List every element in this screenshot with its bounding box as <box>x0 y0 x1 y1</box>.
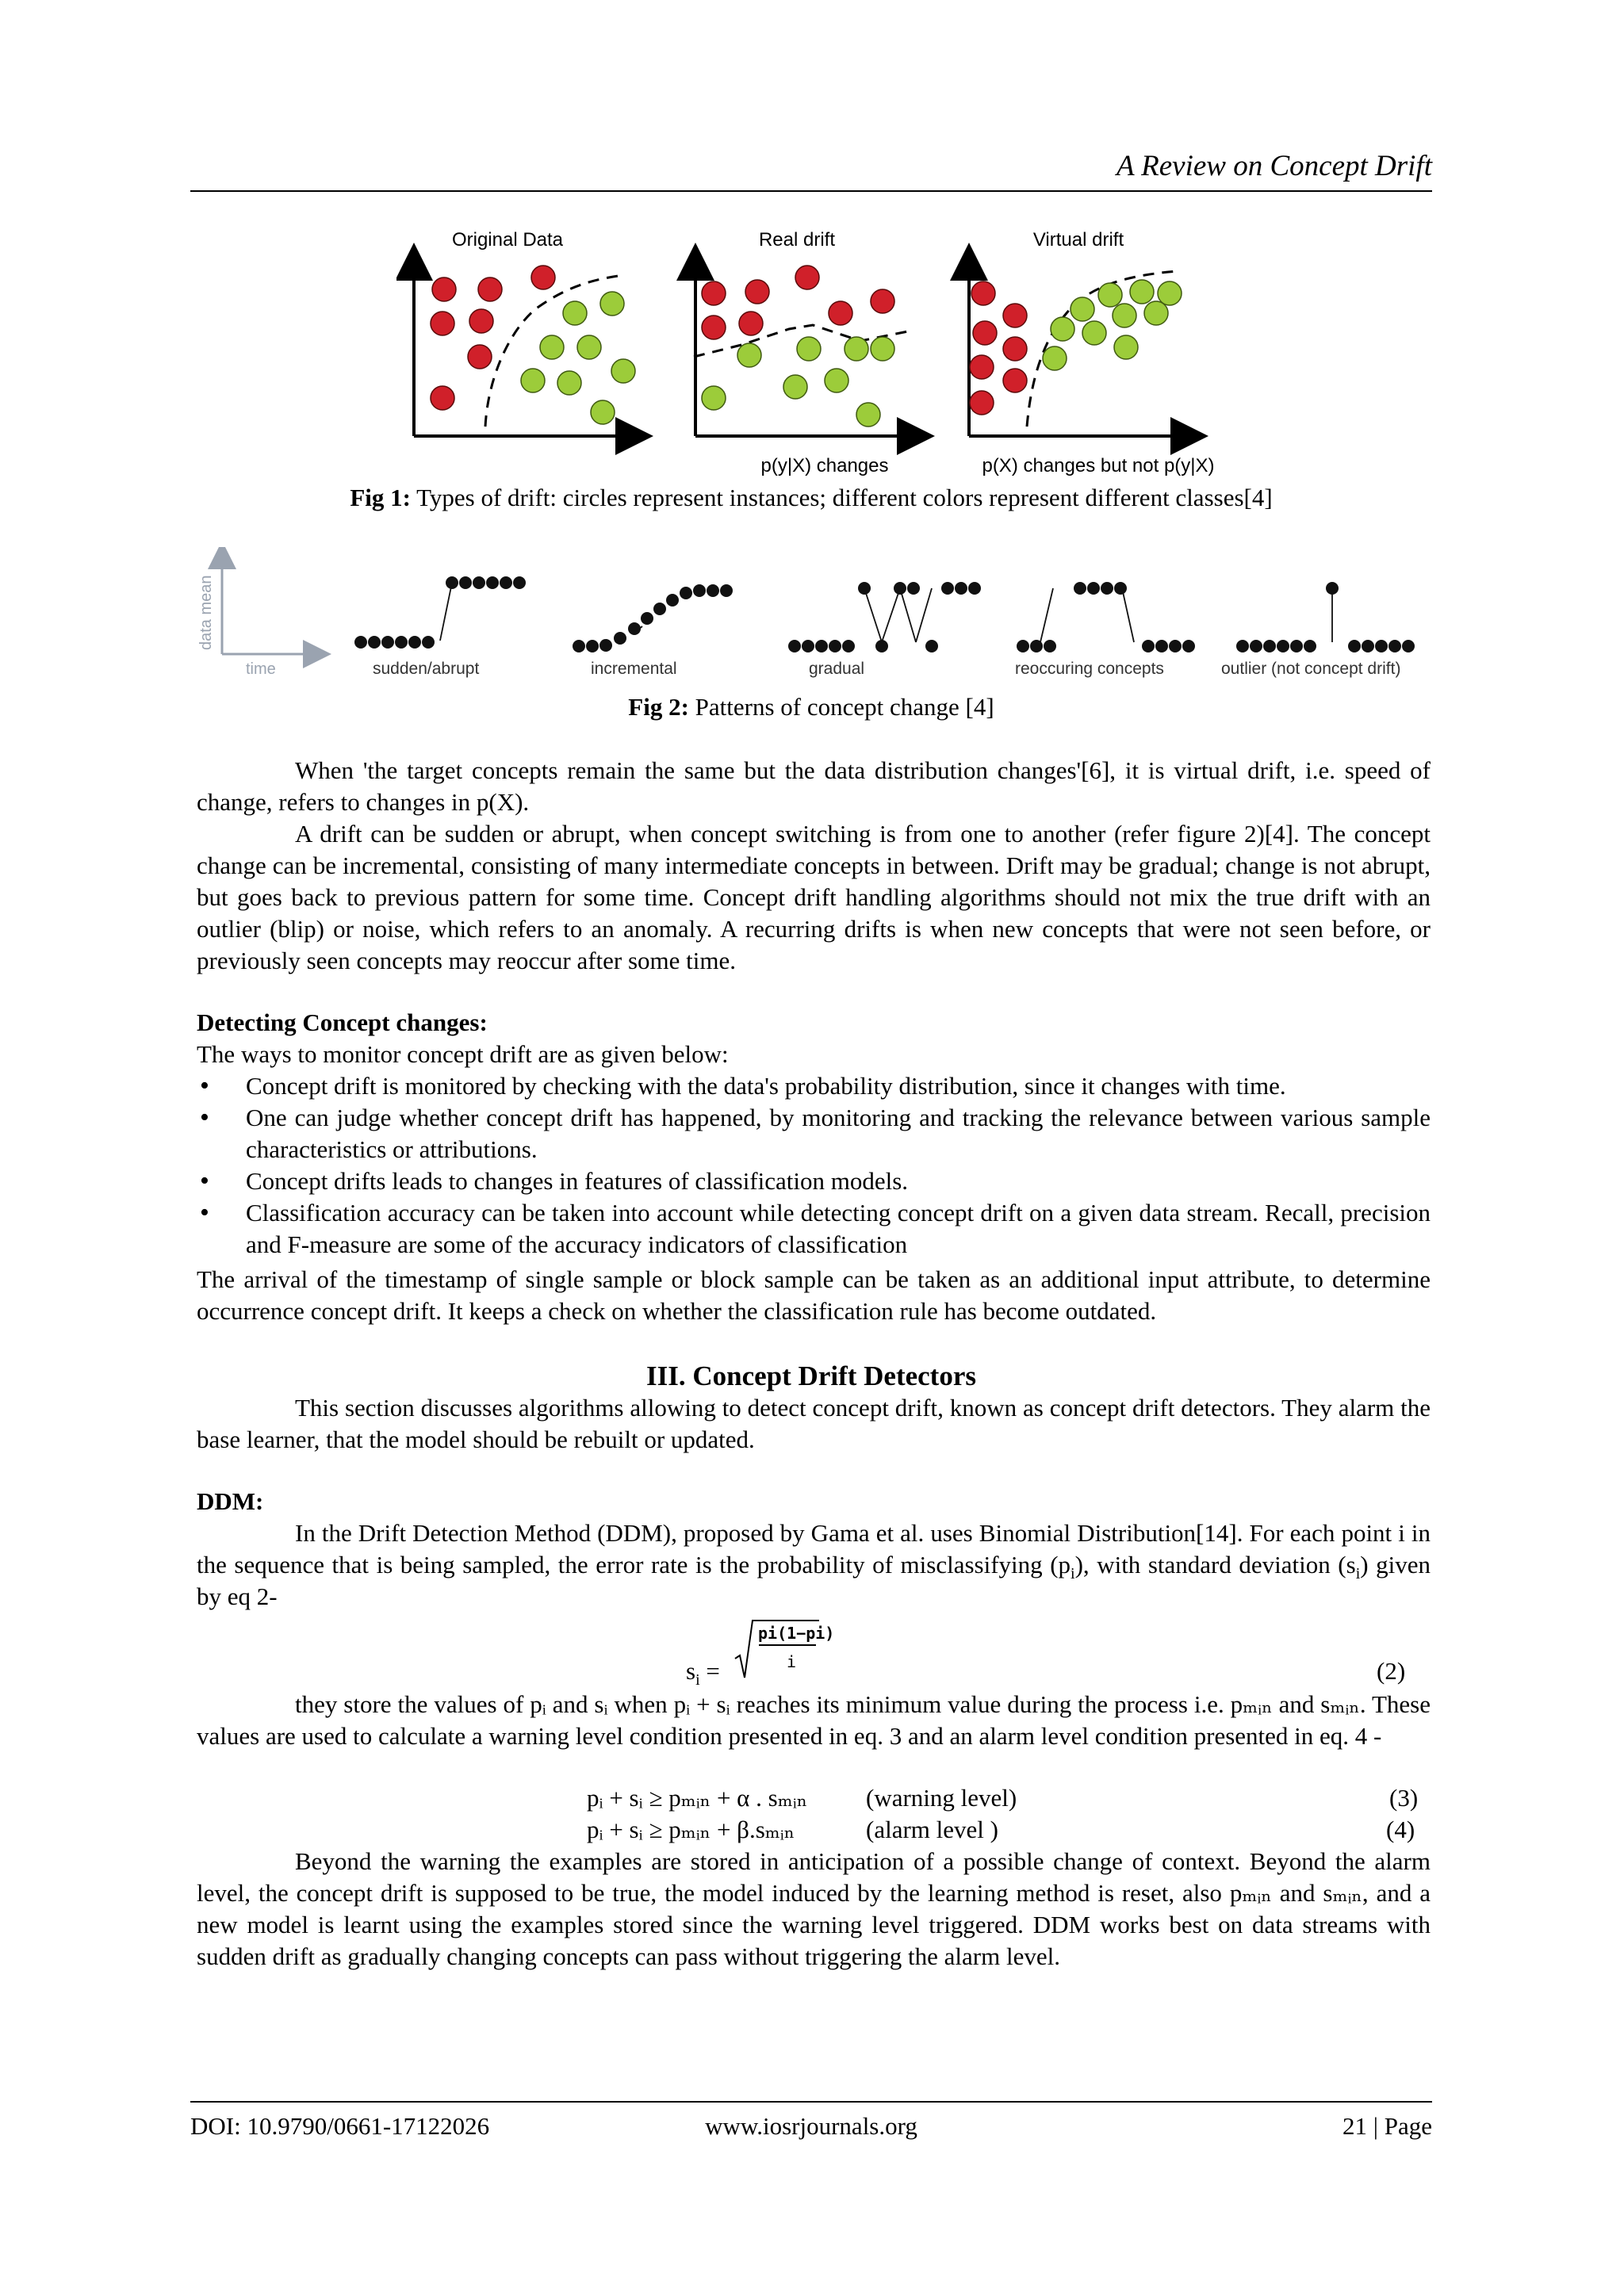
fig2-y-axis-label: data mean <box>198 575 215 650</box>
point <box>871 337 894 361</box>
eq3-expression: pᵢ + sᵢ ≥ pₘᵢₙ + α . sₘᵢₙ <box>587 1784 808 1812</box>
fig2-label-gradual: gradual <box>809 660 865 678</box>
eq2-numerator: pi(1−pi) <box>758 1624 835 1643</box>
point <box>431 312 454 335</box>
fig1-panel-sublabel: p(y|X) changes <box>760 455 889 476</box>
figure-2-caption <box>190 693 1432 721</box>
point <box>739 312 763 335</box>
ddm-text-c: ) given by eq 2- <box>197 1551 1431 1610</box>
ddm-sub-1: i <box>1071 1565 1075 1583</box>
paragraph-virtual-drift: When 'the target concepts remain the same but the data distribution changes'[6], it is virtual drift, i.e. speed of change, refers to changes in p(X). <box>197 756 1431 816</box>
eq2-denominator: i <box>787 1652 797 1671</box>
figure-1-caption <box>190 484 1432 512</box>
point <box>577 335 601 359</box>
ddm-text-a: In the Drift Detection Method (DDM), proposed by Gama et al. uses Binomial Distribution[14]. For each point i in the sequence that is being sampled, the error rate is the probability of misclassifying (p <box>197 1519 1431 1578</box>
list-item: • One can judge whether concept drift has happened, by monitoring and tracking the relevance between various sample characteristics or attributions. <box>198 1102 1431 1165</box>
point <box>1114 335 1138 359</box>
list-item: • Classification accuracy can be taken into account while detecting concept drift on a given data stream. Recall, precision and F-measure are some of the accuracy indicators of classification <box>198 1197 1431 1261</box>
point <box>702 281 726 305</box>
point <box>469 309 493 333</box>
point <box>797 337 821 361</box>
fig1-class-b-points <box>1043 280 1182 370</box>
point <box>591 400 615 424</box>
figure-2 <box>198 547 1435 686</box>
point <box>970 391 994 415</box>
point <box>1098 283 1122 307</box>
running-title: A Review on Concept Drift <box>1116 150 1432 182</box>
point <box>1003 304 1027 327</box>
point <box>702 316 726 339</box>
paragraph-beyond-warning: Beyond the warning the examples are stored in anticipation of a possible change of context. Beyond the alarm level, the concept drift is supposed to be true, the model induced by the learning method is reset, also pₘᵢₙ and sₘᵢₙ, and a new model is learnt using the examples stored since the warning level triggered. DDM works best on data streams with sudden drift as gradually changing concepts can pass without triggering the alarm level. <box>197 1847 1431 1970</box>
fig2-pattern-labels <box>373 660 1400 678</box>
paragraph-ways: The ways to monitor concept drift are as given below: <box>197 1040 729 1068</box>
point <box>563 301 587 325</box>
point <box>531 266 555 289</box>
fig1-panel-title: Real drift <box>758 229 836 251</box>
figure-1-caption-label: Fig 1: <box>350 484 411 511</box>
point <box>871 289 894 313</box>
point <box>829 301 852 325</box>
eq4-label: (alarm level ) <box>866 1816 998 1843</box>
fig1-panel-sublabel: p(X) changes but not p(y|X) <box>982 455 1215 476</box>
footer-rule <box>190 2101 1432 2103</box>
point <box>702 386 726 410</box>
footer-doi: DOI: 10.9790/0661-17122026 <box>190 2112 490 2140</box>
fig2-label-sudden: sudden/abrupt <box>373 660 480 678</box>
point <box>1003 337 1027 361</box>
eq3-label: (warning level) <box>866 1784 1017 1812</box>
fig1-class-a-points <box>970 281 1027 415</box>
fig1-panel-real <box>694 229 916 476</box>
point <box>1051 317 1074 341</box>
point <box>783 375 807 399</box>
fig2-label-outlier: outlier (not concept drift) <box>1221 660 1401 678</box>
fig1-panel-title: Virtual drift <box>1032 229 1124 251</box>
point <box>970 355 994 379</box>
figure-1 <box>396 222 1237 484</box>
paragraph-drift-types: A drift can be sudden or abrupt, when concept switching is from one to another (refer figure 2)[4]. The concept change can be incremental, consisting of many intermediate concepts in between. Drift may be gradual; change is not abrupt, but goes back to previous pattern for some time. Concept drift handling algorithms should not mix the true drift with an outlier (blip) or noise, which refers to an anomaly. A recurring drifts is when new concepts that were not seen before, or previously seen concepts may reoccur after some time. <box>197 820 1431 974</box>
point <box>1113 304 1136 327</box>
ddm-sub-2: i <box>1355 1565 1361 1583</box>
paragraph-timestamp: The arrival of the timestamp of single sample or block sample can be taken as an additional input attribute, to determine occurrence concept drift. It keeps a check on whether the classification rule has become outdated. <box>197 1265 1431 1325</box>
point <box>611 359 635 383</box>
figure-2-caption-label: Fig 2: <box>628 693 689 721</box>
heading-ddm: DDM: <box>197 1487 264 1515</box>
eq2-equals: = <box>699 1657 720 1685</box>
figure-1-caption-text: Types of drift: circles represent instances; different colors represent different classes[4] <box>410 484 1273 511</box>
point <box>557 371 581 395</box>
point <box>745 280 769 304</box>
eq4-number: (4) <box>1386 1816 1415 1843</box>
fig1-panel-title: Original Data <box>451 229 564 251</box>
point <box>1003 369 1027 392</box>
point <box>973 321 997 345</box>
paragraph-detectors: This section discusses algorithms allowing to detect concept drift, known as concept drift detectors. They alarm the base learner, that the model should be rebuilt or updated. <box>197 1394 1431 1453</box>
eq3-number: (3) <box>1389 1784 1419 1812</box>
fig1-class-a-points <box>702 266 894 339</box>
point <box>478 277 502 301</box>
point <box>795 266 819 289</box>
fig2-x-axis-label: time <box>246 660 276 678</box>
list-item: • Concept drifts leads to changes in features of classification models. <box>198 1165 1431 1197</box>
fig1-class-b-points <box>702 337 894 427</box>
point <box>432 277 456 301</box>
figure-2-graphic <box>198 547 1435 686</box>
bullet-list <box>198 1070 1431 1261</box>
point <box>600 292 624 316</box>
paragraph-store-values: they store the values of pᵢ and sᵢ when pᵢ + sᵢ reaches its minimum value during the process i.e. pₘᵢₙ and sₘᵢₙ. These values are used to calculate a warning level condition presented in eq. 3 and an alarm level condition presented in eq. 4 - <box>197 1690 1431 1750</box>
point <box>1130 280 1154 304</box>
eq2-lhs-symbol: s <box>686 1657 696 1685</box>
fig1-class-b-points <box>521 292 635 424</box>
eq2-number: (2) <box>1377 1657 1406 1685</box>
eq2-lhs <box>686 1655 720 1687</box>
point <box>1043 346 1067 370</box>
ddm-text-b: ), with standard deviation (s <box>1074 1551 1356 1578</box>
fig1-panel-original <box>414 229 635 436</box>
fig2-dots <box>354 576 1415 652</box>
point <box>468 345 492 369</box>
point <box>431 386 454 410</box>
point <box>540 335 564 359</box>
equation-2 <box>682 1617 841 1689</box>
footer-page: 21 | Page <box>1342 2112 1432 2140</box>
fig1-panel-virtual <box>969 229 1215 476</box>
heading-detecting: Detecting Concept changes: <box>197 1008 488 1036</box>
eq4-expression: pᵢ + sᵢ ≥ pₘᵢₙ + β.sₘᵢₙ <box>587 1816 795 1843</box>
fig2-label-incremental: incremental <box>591 660 677 678</box>
list-item: • Concept drift is monitored by checking with the data's probability distribution, since it changes with time. <box>198 1070 1431 1102</box>
figure-2-caption-text: Patterns of concept change [4] <box>688 693 994 721</box>
point <box>856 403 880 427</box>
footer-site[interactable]: www.iosrjournals.org <box>705 2112 917 2140</box>
paragraph-ddm <box>197 1517 1431 1613</box>
fig2-label-reoccurring: reoccuring concepts <box>1015 660 1164 678</box>
point <box>825 369 848 392</box>
point <box>737 343 761 367</box>
point <box>1144 301 1168 325</box>
point <box>1082 321 1106 345</box>
fig2-connectors <box>440 583 1332 642</box>
figure-1-graphic <box>396 222 1237 484</box>
point <box>845 337 868 361</box>
header-rule <box>190 190 1432 192</box>
section-title: III. Concept Drift Detectors <box>646 1360 976 1391</box>
eq2-lhs-sub: i <box>695 1671 700 1689</box>
point <box>521 369 545 392</box>
point <box>1071 297 1094 321</box>
point <box>1158 281 1182 305</box>
point <box>971 281 995 305</box>
